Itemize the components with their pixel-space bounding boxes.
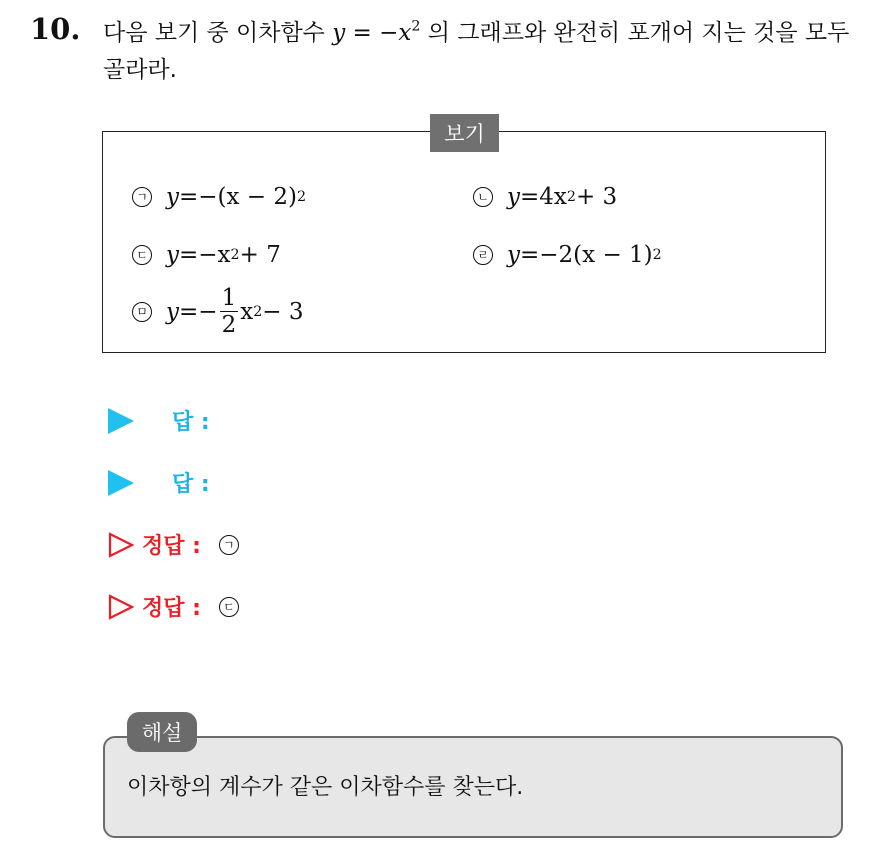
play-arrow-icon — [108, 470, 134, 496]
correct-row-1 — [108, 529, 239, 560]
explanation-title: 해설 — [127, 712, 197, 752]
option-b: ㄴ y = 4x 2 + 3 — [473, 184, 617, 210]
play-outline-icon — [108, 594, 134, 620]
correct-value: ㄷ — [219, 597, 239, 617]
option-e: ㅁ y = − $\frac{1}{2}$ x 2 − 3 — [132, 285, 303, 338]
fraction: $\frac{1}{2}$ — [221, 285, 237, 338]
option-c: ㄷ y = −x 2 + 7 — [132, 242, 281, 268]
answer-label: 답 : — [172, 410, 210, 435]
question-number: 10. — [30, 12, 81, 46]
answer-row-2 — [108, 467, 228, 498]
option-d: ㄹ y = −2(x − 1) 2 — [473, 242, 662, 268]
option-b-mark: ㄴ — [473, 187, 493, 207]
play-arrow-icon — [108, 408, 134, 434]
option-e-mark: ㅁ — [132, 302, 152, 322]
question-text — [103, 15, 873, 89]
explanation-text: 이차항의 계수가 같은 이차함수를 찾는다. — [127, 775, 524, 800]
option-d-mark: ㄹ — [473, 245, 493, 265]
correct-row-2 — [108, 591, 239, 622]
options-box-title: 보기 — [430, 114, 499, 152]
correct-value: ㄱ — [219, 535, 239, 555]
question-text-after: 의 그래프와 완전히 포개어 지는 것을 모두 골라라. — [103, 20, 850, 83]
option-a-mark: ㄱ — [132, 187, 152, 207]
answer-label: 답 : — [172, 472, 210, 497]
question-equation: $y = -x^2$ — [332, 18, 421, 46]
play-outline-icon — [108, 532, 134, 558]
correct-label: 정답 : — [142, 534, 201, 559]
option-a: ㄱ y = −(x − 2) 2 — [132, 184, 306, 210]
correct-label: 정답 : — [142, 596, 201, 621]
question-text-before: 다음 보기 중 이차함수 — [103, 20, 325, 46]
option-c-mark: ㄷ — [132, 245, 152, 265]
answer-row-1 — [108, 405, 228, 436]
